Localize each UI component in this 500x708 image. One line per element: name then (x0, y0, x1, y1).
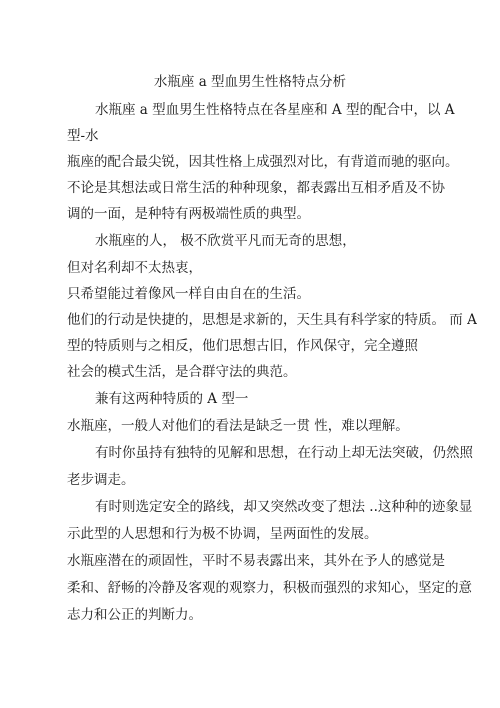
paragraph-line: 志力和公正的判断力。 (67, 607, 202, 623)
paragraph-line: 型-水 (67, 128, 99, 144)
paragraph-line: 示此型的人思想和行为极不协调，呈两面性的发展。 (67, 526, 378, 542)
paragraph-line: 只希望能过着像风一样自由自在的生活。 (67, 286, 310, 302)
paragraph-line: 他们的行动是快捷的，思想是求新的，天生具有科学家的特质。 而 A (67, 312, 477, 328)
paragraph-line: 瓶座的配合最尖锐，因其性格上成强烈对比，有背道而驰的驱向。 (67, 154, 459, 170)
paragraph-line: 水瓶座，一般人对他们的看法是缺乏一贯 性，难以理解。 (67, 418, 409, 434)
paragraph-line: 有时你虽持有独特的见解和思想，在行动上却无法突破，仍然照 (95, 445, 473, 461)
paragraph-line: 老步调走。 (67, 472, 135, 488)
paragraph-line: 水瓶座的人， 极不欣赏平凡而无奇的思想， (95, 233, 356, 249)
paragraph-line: 型的特质则与之相反，他们思想古旧，作风保守，完全遵照 (67, 338, 418, 354)
paragraph-line: 有时则选定安全的路线，却又突然改变了想法 ..这种种的迹象显 (95, 499, 473, 515)
paragraph-line: 水瓶座潜在的顽固性，平时不易表露出来，其外在予人的感觉是 (67, 553, 445, 569)
paragraph-line: 调的一面，是种特有两极端性质的典型。 (67, 206, 310, 222)
paragraph-line: 兼有这两种特质的 A 型一 (95, 391, 249, 407)
document-title: 水瓶座 a 型血男生性格特点分析 (153, 74, 347, 90)
paragraph-line: 不论是其想法或日常生活的种种现象，都表露出互相矛盾及不协 (67, 180, 445, 196)
paragraph-line: 柔和、舒畅的冷静及客观的观察力，积极而强烈的求知心，坚定的意 (67, 580, 472, 596)
paragraph-line: 但对名利却不太热衷， (67, 260, 202, 276)
paragraph-line: 水瓶座 a 型血男生性格特点在各星座和 A 型的配合中，以 A (95, 102, 455, 118)
paragraph-line: 社会的模式生活，是合群守法的典范。 (67, 364, 297, 380)
